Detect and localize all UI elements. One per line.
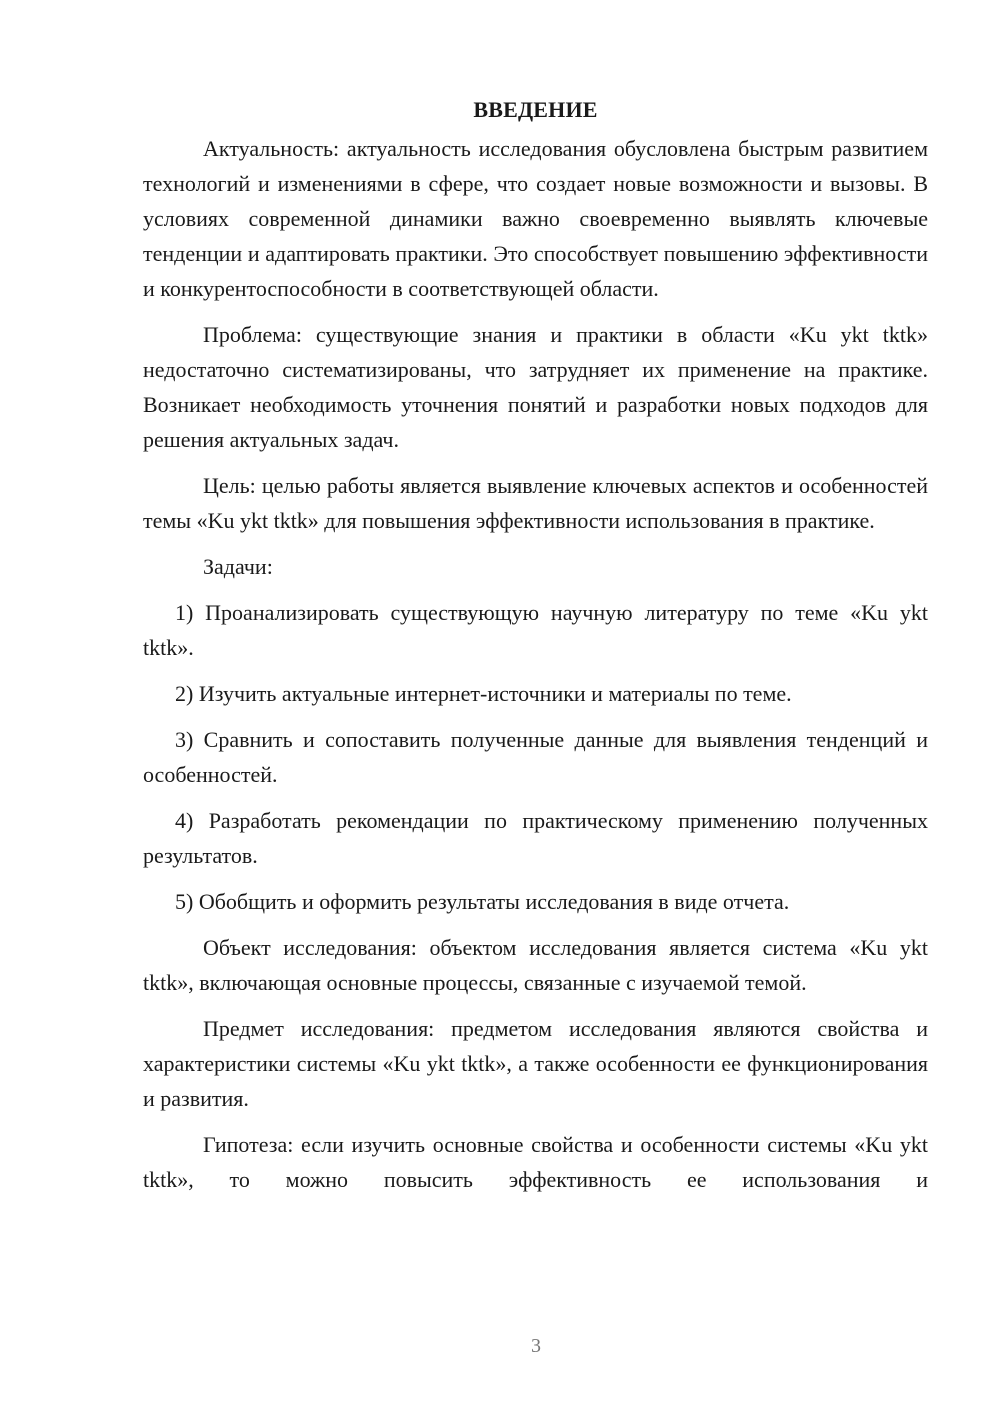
task-item-1: 1) Проанализировать существующую научную литературу по теме «Ku ykt tktk».: [143, 600, 928, 660]
problem-paragraph: Проблема: существующие знания и практики в области «Ku ykt tktk» недостаточно систематизированы, что затрудняет их применение на практике. Возникает необходимость уточнения понятий и разработки новых подходов для решения актуальных задач.: [143, 322, 928, 452]
subject-paragraph: Предмет исследования: предметом исследования являются свойства и характеристики системы «Ku ykt tktk», а также особенности ее функционирования и развития.: [143, 1016, 928, 1111]
tasks-heading: Задачи:: [203, 554, 273, 579]
section-title: ВВЕДЕНИЕ: [473, 97, 598, 122]
task-item-4: 4) Разработать рекомендации по практическому применению полученных результатов.: [143, 808, 928, 868]
relevance-paragraph: Актуальность: актуальность исследования обусловлена быстрым развитием технологий и изменениями в сфере, что создает новые возможности и вызовы. В условиях современной динамики важно своевременно выявлять ключевые тенденции и адаптировать практики. Это способствует повышению эффективности и конкурентоспособности в соответствующей области.: [143, 136, 928, 301]
hypothesis-paragraph: Гипотеза: если изучить основные свойства и особенности системы «Ku ykt tktk», то можно повысить эффективность ее использования и: [143, 1132, 928, 1192]
page-content: [143, 92, 928, 1197]
task-item-2: 2) Изучить актуальные интернет-источники и материалы по теме.: [175, 681, 792, 706]
object-paragraph: Объект исследования: объектом исследования является система «Ku ykt tktk», включающая основные процессы, связанные с изучаемой темой.: [143, 935, 928, 995]
page-number: 3: [531, 1335, 541, 1357]
task-item-5: 5) Обобщить и оформить результаты исследования в виде отчета.: [175, 889, 790, 914]
task-item-3: 3) Сравнить и сопоставить полученные данные для выявления тенденций и особенностей.: [143, 727, 928, 787]
goal-paragraph: Цель: целью работы является выявление ключевых аспектов и особенностей темы «Ku ykt tktk» для повышения эффективности использования в практике.: [143, 473, 928, 533]
